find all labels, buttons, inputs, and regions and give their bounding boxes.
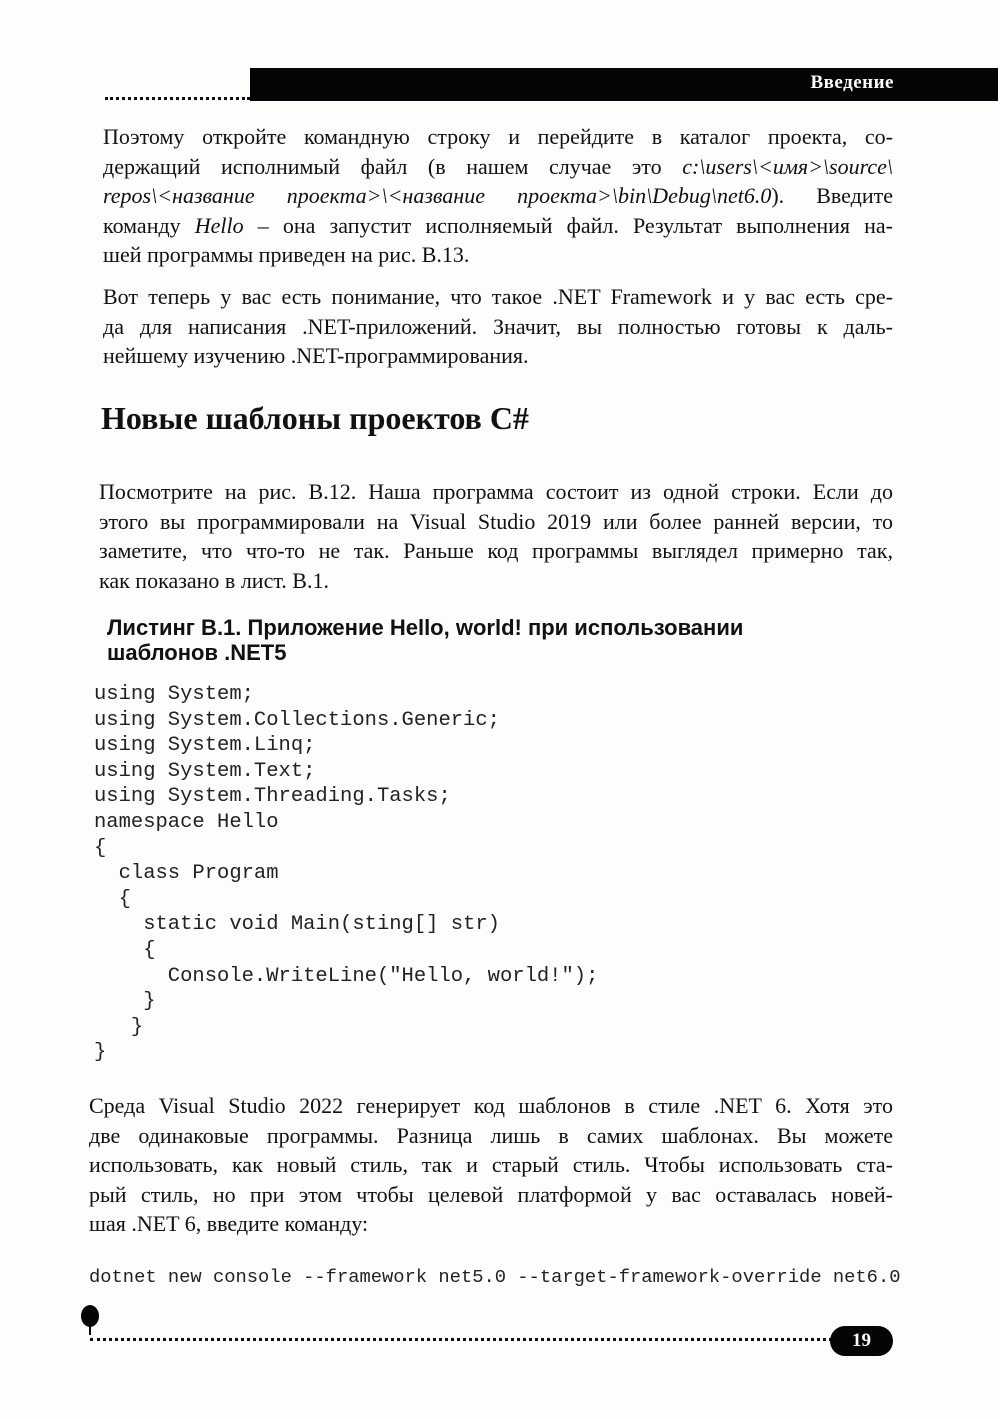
code-line: } — [94, 1041, 107, 1065]
text-line: шей программы приведен на рис. В.13. — [103, 242, 470, 267]
code-line: using System.Text; — [94, 759, 316, 783]
path-text: c:\users\<имя>\source\ — [682, 153, 893, 179]
listing-heading — [107, 615, 743, 665]
text-line: Среда Visual Studio 2022 генерирует код шаблонов в стиле .NET 6. Хотя это — [89, 1093, 893, 1118]
page-number-badge: 19 — [830, 1326, 893, 1356]
code-line: { — [94, 836, 107, 860]
code-line: class Program — [94, 862, 279, 886]
paragraph-3 — [99, 477, 893, 595]
command-name: Hello — [194, 212, 244, 238]
text: держащий исполнимый файл (в нашем случае это — [103, 153, 683, 179]
code-line: using System.Linq; — [94, 734, 316, 758]
code-line: { — [94, 938, 156, 962]
code-line: namespace Hello — [94, 810, 279, 834]
path-text: repos\<название проекта>\<название проекта>\bin\Debug\net6.0 — [103, 183, 772, 208]
text-line — [103, 211, 893, 241]
code-line: using System.Collections.Generic; — [94, 708, 500, 732]
code-line: } — [94, 1015, 144, 1039]
text: команду — [103, 212, 195, 238]
text-line: Вот теперь у вас есть понимание, что такое .NET Framework и у вас есть сре- — [103, 284, 893, 309]
text: ). Введите — [771, 183, 893, 208]
paragraph-4 — [89, 1091, 893, 1239]
text-line: этого вы программировали на Visual Studio 2019 или более ранней версии, то — [99, 508, 893, 534]
running-header-title: Введение — [810, 72, 894, 93]
code-line: } — [94, 990, 156, 1014]
text-line: Посмотрите на рис. В.12. Наша программа состоит из одной строки. Если до — [99, 479, 893, 504]
listing-heading-line: шаблонов .NET5 — [107, 640, 287, 665]
code-line: { — [94, 887, 131, 911]
text-line: как показано в лист. В.1. — [99, 567, 329, 593]
command-line-code: dotnet new console --framework net5.0 --target-framework-override net6.0 — [89, 1266, 901, 1288]
text-line: две одинаковые программы. Разница лишь в самих шаблонах. Вы можете — [89, 1122, 893, 1148]
section-heading: Новые шаблоны проектов C# — [101, 400, 529, 436]
code-line: using System; — [94, 683, 254, 706]
footer-dotted-rule — [90, 1338, 832, 1341]
code-listing — [94, 682, 598, 1066]
pin-marker-stem — [89, 1325, 91, 1335]
paragraph-2 — [103, 282, 893, 371]
text-line — [103, 181, 893, 211]
text-line: заметите, что что-то не так. Раньше код программы выглядел примерно так, — [99, 538, 893, 563]
paragraph-1 — [103, 122, 893, 270]
text-line: да для написания .NET-приложений. Значит, вы полностью готовы к даль- — [103, 313, 893, 339]
code-line: using System.Threading.Tasks; — [94, 785, 451, 809]
listing-heading-line: Листинг В.1. Приложение Hello, world! при использовании — [107, 615, 744, 640]
pin-marker-icon — [81, 1305, 99, 1327]
code-line: static void Main(sting[] str) — [94, 913, 500, 937]
code-line: Console.WriteLine("Hello, world!"); — [94, 964, 599, 988]
text-line: Поэтому откройте командную строку и перейдите в каталог проекта, со- — [103, 124, 893, 149]
text-line: шая .NET 6, введите команду: — [89, 1211, 369, 1236]
text: – она запустит исполняемый файл. Результат выполнения на- — [243, 212, 893, 238]
text-line — [103, 152, 893, 182]
header-dotted-rule — [105, 97, 250, 100]
text-line: нейшему изучению .NET-программирования. — [103, 343, 529, 368]
text-line: использовать, как новый стиль, так и старый стиль. Чтобы использовать ста- — [89, 1152, 893, 1177]
text-line: рый стиль, но при этом чтобы целевой платформой у вас оставалась новей- — [89, 1181, 893, 1207]
